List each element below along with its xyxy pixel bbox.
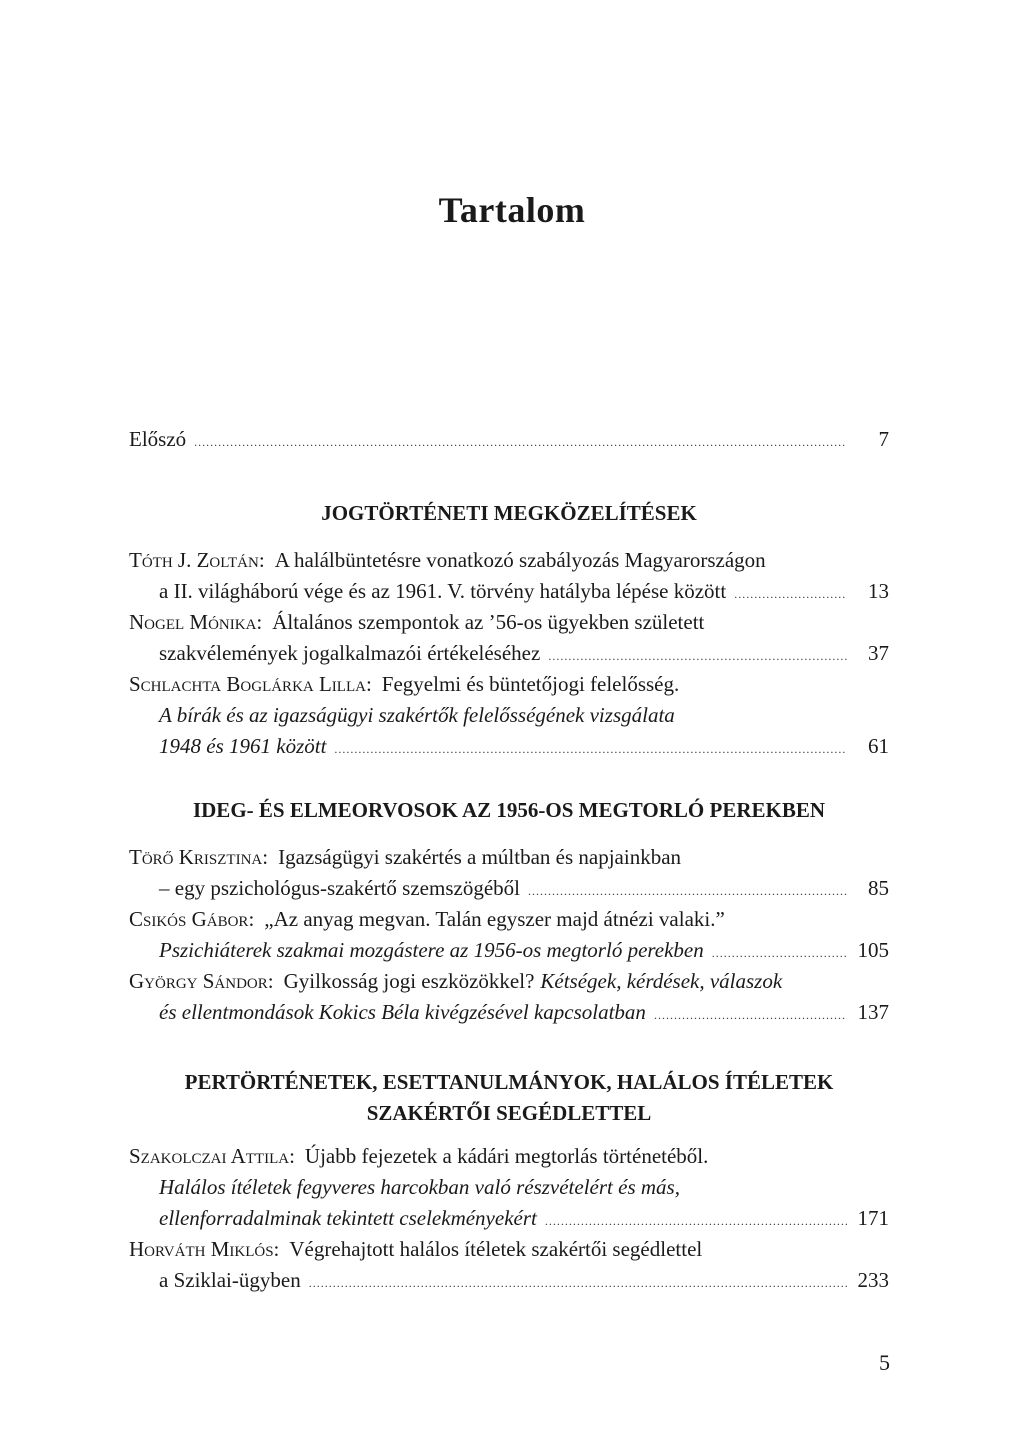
page-number: 137 [857, 1000, 889, 1024]
toc-section-2 [129, 842, 889, 1028]
entry-subtitle: Pszichiáterek szakmai mozgástere az 1956-os megtorló perekben [159, 938, 704, 962]
entry-subtitle: ellenforradalminak tekintett cselekményekért [159, 1206, 537, 1230]
entry-author: Horváth Miklós: [129, 1237, 280, 1261]
entry-subtitle: A bírák és az igazságügyi szakértők felelősségének vizsgálata [159, 703, 675, 727]
page-number: 85 [868, 876, 889, 900]
entry-title: a Sziklai-ügyben [159, 1268, 301, 1292]
page-number: 7 [878, 427, 889, 451]
toc-entry [129, 607, 889, 669]
entry-title: Újabb fejezetek a kádári megtorlás történetéből. [304, 1144, 709, 1168]
entry-title: Igazságügyi szakértés a múltban és napjainkban [278, 845, 682, 869]
leader-dots [654, 1000, 847, 1031]
toc-entry [129, 1141, 889, 1234]
section-heading: IDEG- ÉS ELMEORVOSOK AZ 1956-OS MEGTORLÓ PEREKBEN [192, 798, 826, 822]
entry-author: Szakolczai Attila: [129, 1144, 295, 1168]
page-folio: 5 [879, 1350, 890, 1375]
leader-dots [194, 427, 847, 458]
toc-section-3 [129, 1141, 889, 1296]
entry-subtitle: Kétségek, kérdések, válaszok [540, 969, 783, 993]
entry-title: Fegyelmi és büntetőjogi felelősség. [381, 672, 680, 696]
toc-entry [129, 966, 889, 1028]
leader-dots [309, 1268, 847, 1299]
page-number: 105 [857, 938, 889, 962]
entry-title: – egy pszichológus-szakértő szemszögéből [159, 876, 520, 900]
entry-title: Gyilkosság jogi eszközökkel? [283, 969, 535, 993]
leader-dots [712, 938, 847, 969]
page-number: 233 [857, 1268, 889, 1292]
toc-entry [129, 1234, 889, 1296]
toc-entry [129, 904, 889, 966]
entry-author: Schlachta Boglárka Lilla: [129, 672, 372, 696]
entry-subtitle: Halálos ítéletek fegyveres harcokban való részvételért és más, [159, 1175, 680, 1199]
entry-subtitle: 1948 és 1961 között [159, 734, 327, 758]
toc-section-1 [129, 545, 889, 762]
entry-title: a II. világháború vége és az 1961. V. törvény hatályba lépése között [159, 579, 727, 603]
entry-title: Előszó [129, 427, 187, 451]
page-title: Tartalom [438, 190, 586, 230]
leader-dots [334, 734, 847, 765]
page-number: 37 [868, 641, 889, 665]
page-number: 171 [857, 1206, 889, 1230]
section-heading: JOGTÖRTÉNETI MEGKÖZELÍTÉSEK [321, 501, 697, 525]
leader-dots [528, 876, 847, 907]
toc-entry [129, 669, 889, 762]
toc-entry [129, 545, 889, 607]
entry-author: Tóth J. Zoltán: [129, 548, 265, 572]
entry-author: Csikós Gábor: [129, 907, 255, 931]
toc-entry-preface [129, 424, 889, 455]
page-number: 13 [868, 579, 889, 603]
entry-title: Végrehajtott halálos ítéletek szakértői segédlettel [289, 1237, 703, 1261]
leader-dots [734, 579, 847, 610]
entry-title: „Az anyag megvan. Talán egyszer majd átnézi valaki.” [264, 907, 725, 931]
section-heading-line: SZAKÉRTŐI SEGÉDLETTEL [366, 1101, 652, 1125]
entry-subtitle: és ellentmondások Kokics Béla kivégzésével kapcsolatban [159, 1000, 646, 1024]
toc-entry [129, 842, 889, 904]
leader-dots [548, 641, 847, 672]
entry-title: Általános szempontok az ’56-os ügyekben született [272, 610, 705, 634]
entry-author: Törő Krisztina: [129, 845, 269, 869]
entry-title: szakvélemények jogalkalmazói értékeléséhez [159, 641, 541, 665]
section-heading-line: PERTÖRTÉNETEK, ESETTANULMÁNYOK, HALÁLOS ÍTÉLETEK [184, 1070, 834, 1094]
entry-title: A halálbüntetésre vonatkozó szabályozás Magyarországon [274, 548, 766, 572]
entry-author: Nogel Mónika: [129, 610, 263, 634]
leader-dots [545, 1206, 847, 1237]
section-heading [129, 1067, 889, 1129]
page-number: 61 [868, 734, 889, 758]
entry-author: György Sándor: [129, 969, 274, 993]
